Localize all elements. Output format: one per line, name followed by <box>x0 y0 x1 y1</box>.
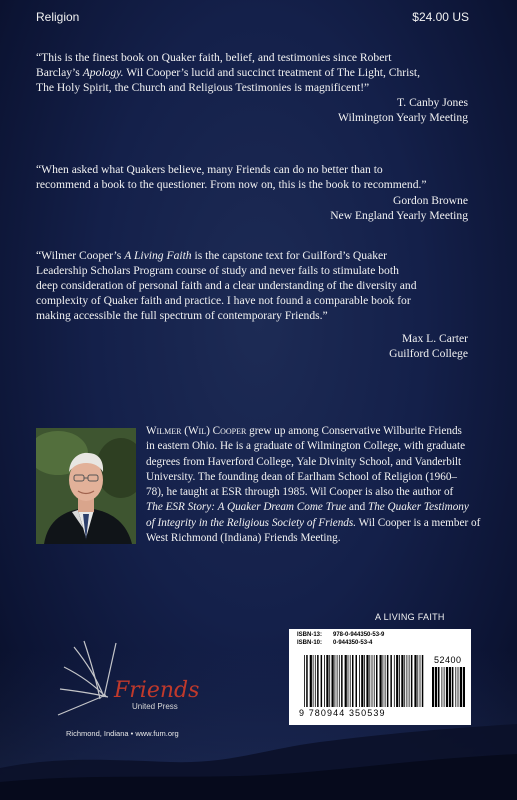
barcode-bar <box>385 655 386 707</box>
quote-2-org: New England Yearly Meeting <box>330 209 468 222</box>
price-label: $24.00 US <box>412 10 469 24</box>
barcode-bar <box>409 655 410 707</box>
barcode-bar <box>383 655 384 707</box>
barcode-bar <box>356 655 358 707</box>
publisher-name: Friends <box>114 678 200 703</box>
category-label: Religion <box>36 10 80 24</box>
author-photo <box>36 428 136 544</box>
barcode-bar <box>438 667 440 707</box>
barcode-bar <box>390 655 392 707</box>
isbn13-line <box>297 632 384 638</box>
isbn13-label: ISBN-13: <box>297 632 323 638</box>
text-line: in eastern Ohio. He is a graduate of Wilmington College, with graduate <box>146 440 466 453</box>
barcode-bar <box>372 655 373 707</box>
barcode-bar <box>414 655 416 707</box>
barcode-bar <box>332 655 334 707</box>
quote-2-name: Gordon Browne <box>392 194 468 207</box>
author-bio <box>146 424 481 546</box>
quote-2-text <box>36 162 476 192</box>
text-line: The Holy Spirit, the Church and Religious Testimonies is magnificent!” <box>36 81 370 94</box>
barcode-bar <box>387 655 389 707</box>
barcode-bar <box>417 655 418 707</box>
barcode-bar <box>460 667 462 707</box>
isbn13-value: 978-0-944350-53-9 <box>333 632 385 638</box>
barcode-bar <box>376 655 378 707</box>
barcode-bar <box>444 667 445 707</box>
barcode-bar <box>326 655 328 707</box>
text-line: degrees from Haverford College, Yale Divinity School, and Vanderbilt <box>146 455 462 468</box>
quote-1-text <box>36 50 476 95</box>
barcode-bar <box>310 655 312 707</box>
ean-barcode-bars <box>303 655 425 707</box>
text-line: “Wilmer Cooper’s A Living Faith is the capstone text for Guilford’s Quaker <box>36 249 388 262</box>
barcode-bar <box>422 655 424 707</box>
text-line: 78), he taught at ESR through 1985. Wil Cooper is also the author of <box>146 486 454 499</box>
publisher-address: Richmond, Indiana • www.fum.org <box>66 729 179 738</box>
text-line: Barclay’s Apology. Wil Cooper’s lucid and succinct treatment of The Light, Christ, <box>36 66 420 79</box>
barcode-bar <box>317 655 319 707</box>
barcode-bar <box>369 655 370 707</box>
isbn10-value: 0-944350-53-4 <box>333 640 373 646</box>
text-line: “This is the finest book on Quaker faith, belief, and testimonies since Robert <box>36 51 392 64</box>
barcode-book-title: A LIVING FAITH <box>375 612 445 622</box>
barcode-bar <box>329 655 330 707</box>
barcode-bar <box>452 667 454 707</box>
barcode-bar <box>420 655 421 707</box>
barcode-bar <box>359 655 360 707</box>
text-line: The ESR Story: A Quaker Dream Come True and The Quaker Testimony <box>146 501 469 514</box>
barcode-bar <box>324 655 325 707</box>
barcode-bar <box>401 655 403 707</box>
barcode-bar <box>304 655 305 707</box>
quote-3-name: Max L. Carter <box>402 332 468 345</box>
barcode-bar <box>449 667 451 707</box>
author-portrait-image <box>36 428 136 544</box>
barcode-bar <box>432 667 434 707</box>
text-line: making accessible the full spectrum of contemporary Friends.” <box>36 309 328 322</box>
barcode-bar <box>396 655 398 707</box>
barcode-number: 9 780944 350539 <box>299 708 386 718</box>
quote-3-attribution <box>389 331 468 361</box>
barcode-bar <box>345 655 347 707</box>
quote-3-text <box>36 248 476 323</box>
barcode-bar <box>315 655 316 707</box>
barcode-bar <box>348 655 349 707</box>
barcode-bar <box>463 667 465 707</box>
text-line: Wilmer (Wil) Cooper grew up among Conservative Wilburite Friends <box>146 425 462 437</box>
quote-1-name: T. Canby Jones <box>397 96 468 109</box>
isbn10-label: ISBN-10: <box>297 640 323 646</box>
quote-3-org: Guilford College <box>389 347 468 360</box>
barcode-bar <box>404 655 405 707</box>
barcode-bar <box>455 667 456 707</box>
text-line: complexity of Quaker faith and practice. I have not found a comparable book for <box>36 294 411 307</box>
barcode-box <box>289 629 471 725</box>
quote-2-attribution <box>330 193 468 223</box>
barcode-bar <box>313 655 314 707</box>
text-line: of Integrity in the Religious Society of Friends. Wil Cooper is a member of <box>146 516 481 529</box>
friends-united-press-logo <box>56 637 206 732</box>
barcode-bar <box>350 655 351 707</box>
barcode-bar <box>407 655 408 707</box>
barcode-bar <box>361 655 363 707</box>
text-line: Leadership Scholars Program course of study and never fails to stimulate both <box>36 264 399 277</box>
barcode-bar <box>341 655 343 707</box>
barcode-bar <box>399 655 400 707</box>
text-line: recommend a book to the questioner. From now on, this is the book to recommend.” <box>36 178 427 191</box>
quote-1-attribution <box>338 95 468 125</box>
publisher-subname: United Press <box>132 702 178 711</box>
barcode-bar <box>442 667 443 707</box>
barcode-bar <box>446 667 448 707</box>
barcode-bar <box>394 655 395 707</box>
barcode-bar <box>374 655 375 707</box>
text-line: University. The founding dean of Earlham School of Religion (1960– <box>146 470 458 483</box>
quote-1-org: Wilmington Yearly Meeting <box>338 111 468 124</box>
barcode-bar <box>411 655 413 707</box>
addon-barcode-bars <box>431 667 467 707</box>
barcode-bar <box>364 655 365 707</box>
barcode-bar <box>352 655 354 707</box>
barcode-bar <box>366 655 368 707</box>
barcode-bar <box>458 667 459 707</box>
price-code: 52400 <box>434 655 462 665</box>
barcode-bar <box>380 655 382 707</box>
text-line: deep consideration of personal faith and a clear understanding of the diversity and <box>36 279 417 292</box>
text-line: “When asked what Quakers believe, many Friends can do no better than to <box>36 163 383 176</box>
barcode-bar <box>337 655 338 707</box>
isbn10-line <box>297 640 372 646</box>
barcode-bar <box>435 667 437 707</box>
barcode-bar <box>335 655 336 707</box>
barcode-bar <box>321 655 323 707</box>
barcode-bar <box>339 655 340 707</box>
barcode-bar <box>306 655 308 707</box>
text-line: West Richmond (Indiana) Friends Meeting. <box>146 532 341 545</box>
